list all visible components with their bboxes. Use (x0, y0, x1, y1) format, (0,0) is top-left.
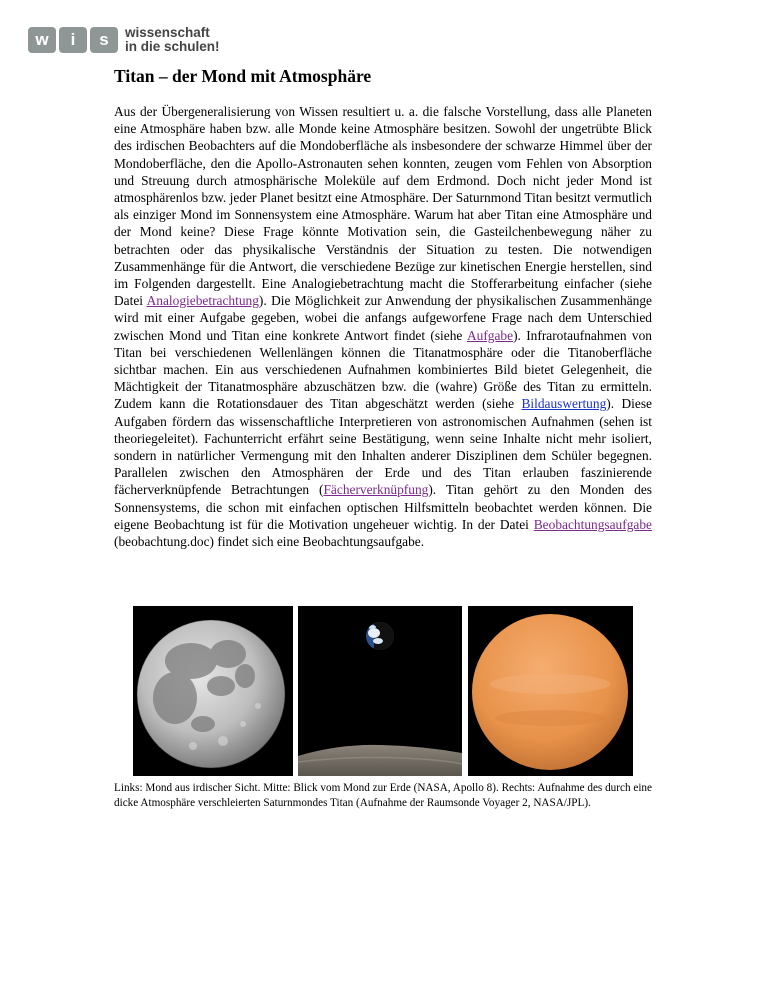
link-beobachtungsaufgabe[interactable]: Beobachtungsaufgabe (533, 516, 652, 532)
link-faecherverknuepfung[interactable]: Fächerverknüpfung (323, 482, 429, 498)
text-segment-4: ). Diese Aufgaben fördern das wissenschaftliche Interpretieren von astronomischen Aufnahmen (sehen ist theoriegeleitet). Fachunterricht erfährt seine Bestätigung, wenn seine Inhalte nicht mehr isoliert, sondern in natürlicher Vermengung mit den Inhalten anderer Disziplinen dem Schüler begegnen. Parallelen zwischen den Atmosphären der Erde und des Titan erlauben faszinierende fächerverknüpfende Betrachtungen ( (114, 396, 652, 498)
image-row (133, 606, 633, 776)
logo-letter-i: i (59, 27, 87, 53)
text-segment-1: Aus der Übergeneralisierung von Wissen resultiert u. a. die falsche Vorstellung, dass alle Planeten eine Atmosphäre haben bzw. alle Monde keine Atmosphäre besitzen. Sowohl der ungetrübte Blick des irdischen Beobachters auf die Mondoberfläche als insbesondere der schwarze Himmel über der Mondoberfläche, den die Apollo-Astronauten sehen konnten, zeugen vom Fehlen von Absorption und Streuung durch atmosphärische Moleküle auf dem Erdmond. Doch nicht jeder Mond ist atmosphärenlos bzw. jeder Planet besitzt eine Atmosphäre. Der Saturnmond Titan besitzt vermutlich als einziger Mond im Sonnensystem eine Atmosphäre. Warum hat aber Titan eine Atmosphäre und der Mond keine? Diese Frage könnte Motivation sein, die Gasteilchenbewegung näher zu betrachten oder das physikalische Verständnis der Situation zu testen. Die notwendigen Zusammenhänge für die Antwort, die verschiedene Bezüge zur kinetischen Energie herstellen, sind im Folgenden dargestellt. Eine Analogiebetrachtung macht die Stofferarbeitung einfacher (siehe Datei (114, 104, 652, 309)
moon-photo (133, 606, 293, 776)
text-segment-6: (beobachtung.doc) findet sich eine Beobachtungsaufgabe. (114, 534, 425, 550)
text-segment-2: ). Die Möglichkeit zur Anwendung der physikalischen Zusammenhänge wird mit einer Aufgabe gegeben, wobei die anfangs aufgeworfene Frage nach dem Unterschied zwischen Mond und Titan eine konkrete Antwort findet (siehe (114, 293, 652, 343)
text-segment-3: ). Infrarotaufnahmen von Titan bei verschiedenen Wellenlängen können die Titanatmosphäre oder die Titanoberfläche sichtbar machen. Ein aus verschiedenen Aufnahmen kombiniertes Bild bietet Gelegenheit, die Mächtigkeit der Titanatmosphäre abzuschätzen bzw. die (wahre) Größe des Titan zu ermitteln. Zudem kann die Rotationsdauer des Titan abgeschätzt werden (siehe (114, 327, 652, 412)
earthrise-photo (298, 606, 462, 776)
page-title: Titan – der Mond mit Atmosphäre (114, 66, 372, 86)
wis-logo (28, 20, 220, 60)
logo-text (125, 26, 220, 54)
link-analogiebetrachtung[interactable]: Analogiebetrachtung (146, 293, 259, 309)
image-caption: Links: Mond aus irdischer Sicht. Mitte: Blick vom Mond zur Erde (NASA, Apollo 8). Rechts: Aufnahme des durch eine dicke Atmosphäre verschleierten Saturnmondes Titan (Aufnahme der Raumsonde Voyager 2, NASA/JPL). (114, 782, 652, 809)
titan-photo (468, 606, 633, 776)
body-paragraph (114, 103, 652, 550)
logo-letter-w: w (28, 27, 56, 53)
logo-letter-s: s (90, 27, 118, 53)
link-bildauswertung[interactable]: Bildauswertung (521, 396, 607, 412)
text-segment-5: ). Titan gehört zu den Monden des Sonnensystems, die schon mit einfachen optischen Hilfsmitteln beobachtet werden können. Die eigene Beobachtung ist für die Motivation ungeheuer wichtig. In der Datei (114, 482, 652, 532)
logo-line-1: wissenschaft (125, 25, 210, 40)
logo-line-2: in die schulen! (125, 39, 220, 54)
link-aufgabe[interactable]: Aufgabe (466, 327, 514, 343)
